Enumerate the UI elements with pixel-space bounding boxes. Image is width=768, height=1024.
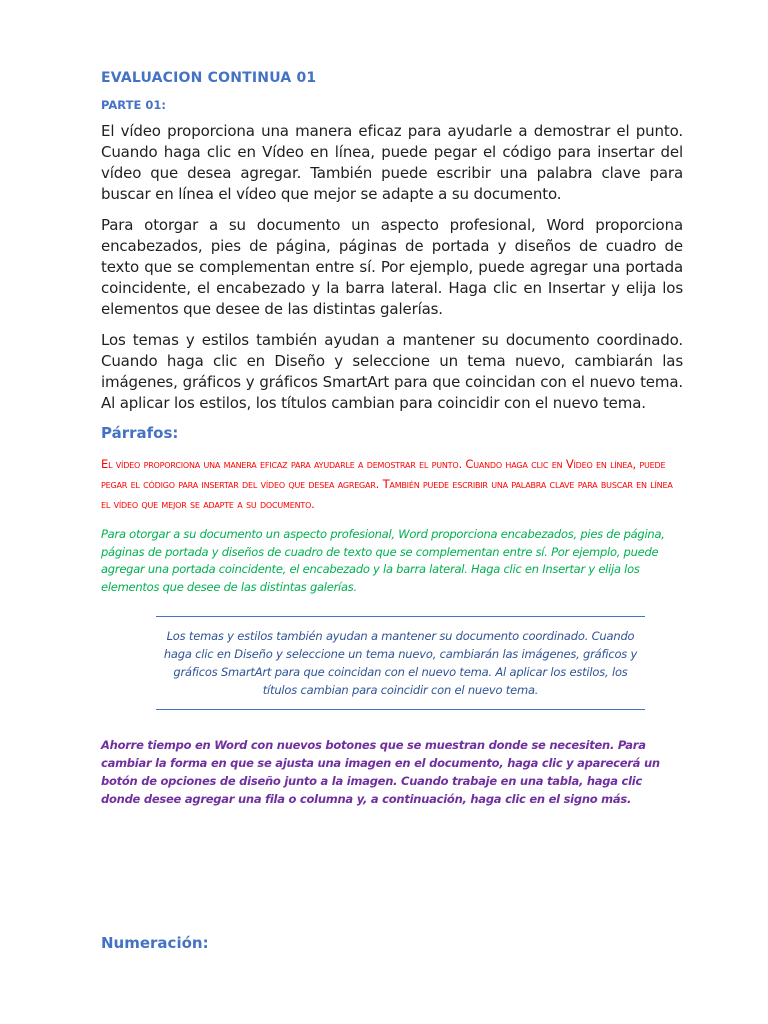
document-title: EVALUACION CONTINUA 01: [101, 70, 317, 86]
body-paragraph-1: El vídeo proporciona una manera eficaz para ayudarle a demostrar el punto. Cuando haga clic en Vídeo en línea, puede pegar el código para insertar del vídeo que desea agregar. También puede escribir una palabra clave para buscar en línea el vídeo que mejor se adapte a su documento.: [101, 122, 683, 203]
intense-quote-box: [156, 616, 645, 710]
red-smallcaps-paragraph: El vídeo proporciona una manera eficaz para ayudarle a demostrar el punto. Cuando haga clic en Vídeo en línea, puede pegar el código para insertar del vídeo que desea agregar. También puede escribir una palabra clave para buscar en línea el vídeo que mejor se adapte a su documento.: [101, 457, 673, 511]
quote-paragraph: Los temas y estilos también ayudan a mantener su documento coordinado. Cuando haga clic en Diseño y seleccione un tema nuevo, cambiarán las imágenes, gráficos y gráficos SmartArt para que coincidan con el nuevo tema. Al aplicar los estilos, los títulos cambian para coincidir con el nuevo tema.: [163, 629, 638, 697]
body-paragraph-2: Para otorgar a su documento un aspecto profesional, Word proporciona encabezados, pies de página, páginas de portada y diseños de cuadro de texto que se complementan entre sí. Por ejemplo, puede agregar una portada coincidente, el encabezado y la barra lateral. Haga clic en Insertar y elija los elementos que desee de las distintas galerías.: [101, 216, 683, 318]
part-heading: PARTE 01:: [101, 98, 166, 112]
section-heading-parrafos: Párrafos:: [101, 424, 179, 442]
section-heading-numeracion: Numeración:: [101, 934, 209, 952]
body-paragraph-3: Los temas y estilos también ayudan a mantener su documento coordinado. Cuando haga clic en Diseño y seleccione un tema nuevo, cambiarán las imágenes, gráficos y gráficos SmartArt para que coincidan con el nuevo tema. Al aplicar los estilos, los títulos cambian para coincidir con el nuevo tema.: [101, 331, 683, 412]
purple-bold-italic-paragraph: Ahorre tiempo en Word con nuevos botones que se muestran donde se necesiten. Para cambiar la forma en que se ajusta una imagen en el documento, haga clic y aparecerá un botón de opciones de diseño junto a la imagen. Cuando trabaje en una tabla, haga clic donde desee agregar una fila o columna y, a continuación, haga clic en el signo más.: [101, 738, 660, 806]
green-italic-paragraph: Para otorgar a su documento un aspecto profesional, Word proporciona encabezados, pies de página, páginas de portada y diseños de cuadro de texto que se complementan entre sí. Por ejemplo, puede agregar una portada coincidente, el encabezado y la barra lateral. Haga clic en Insertar y elija los elementos que desee de las distintas galerías.: [101, 527, 665, 594]
